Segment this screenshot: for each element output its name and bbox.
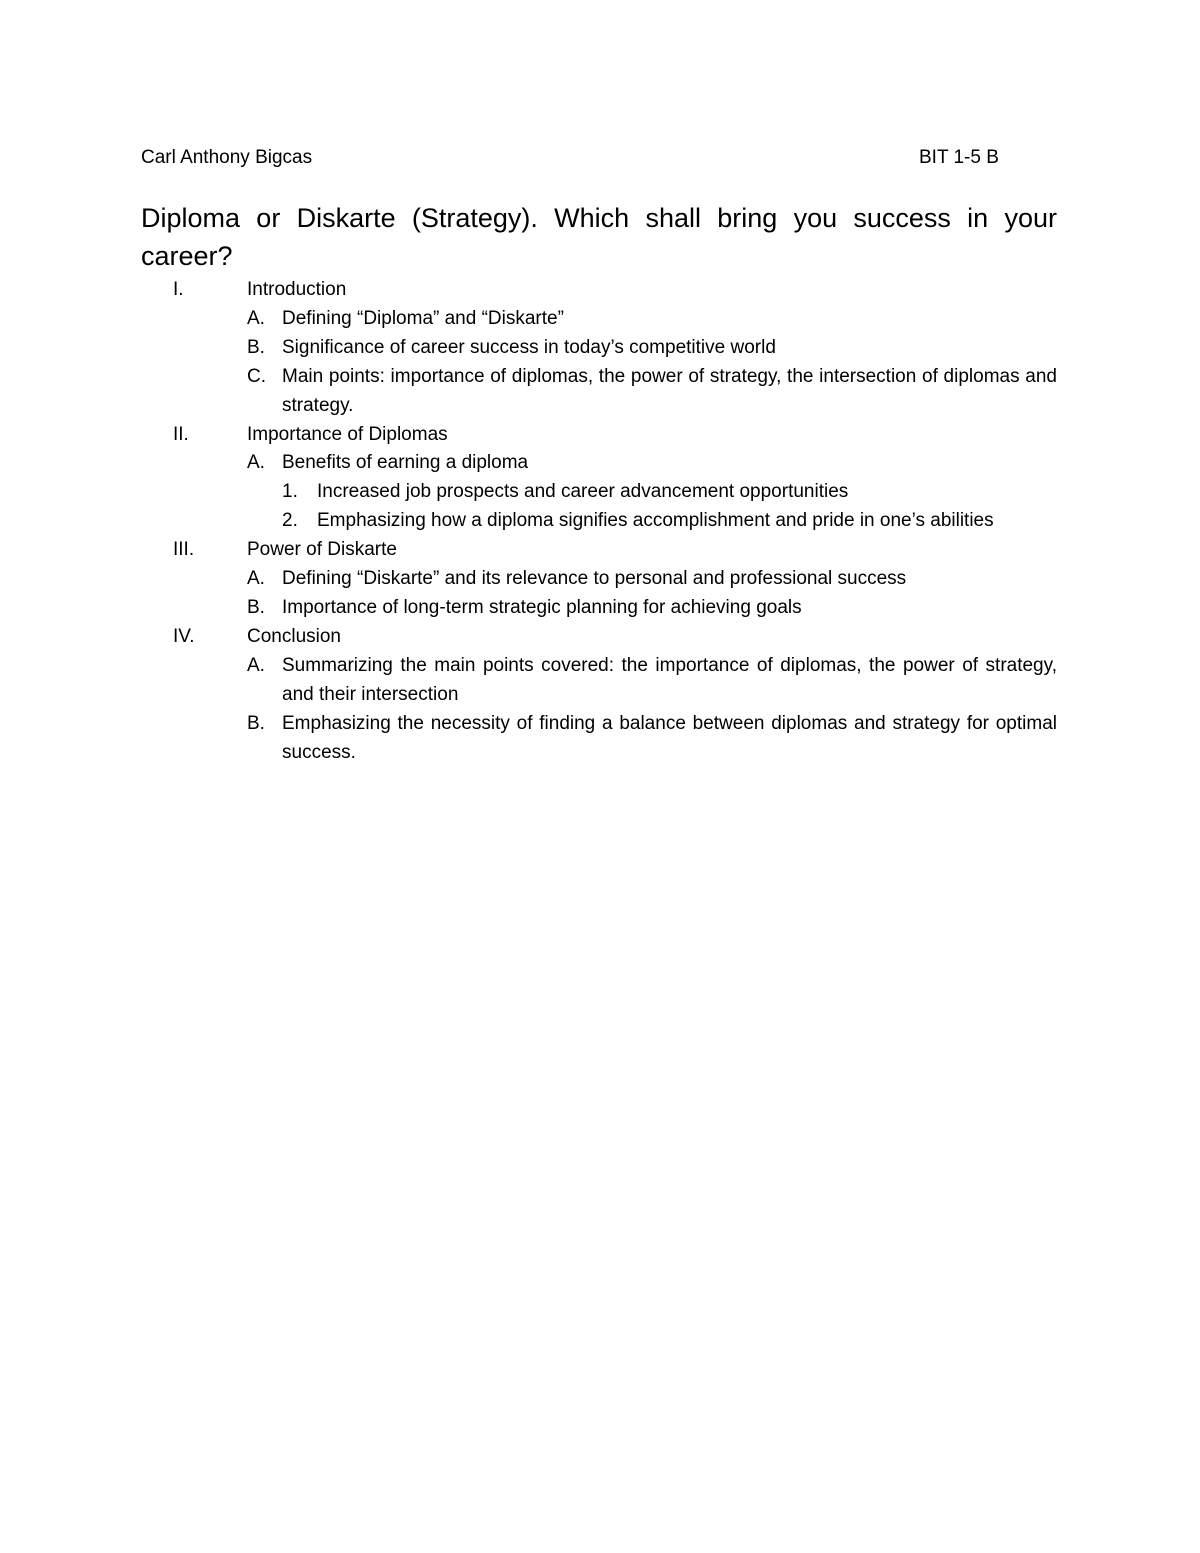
outline-item (141, 305, 1057, 334)
outline-text: Emphasizing how a diploma signifies accomplishment and pride in one’s abilities (317, 510, 994, 532)
outline-text: Emphasizing the necessity of finding a balance between diplomas and strategy for optimal success. (282, 712, 1057, 763)
outline-heading: Introduction (247, 279, 347, 300)
outline-section-power-of-diskarte (141, 536, 1057, 565)
outline-item (141, 334, 1057, 363)
outline-text: Benefits of earning a diploma (282, 452, 529, 474)
outline-marker: A. (247, 654, 265, 676)
author-name: Carl Anthony Bigcas (141, 147, 313, 168)
outline-item (141, 565, 1057, 594)
outline-text: Defining “Diploma” and “Diskarte” (282, 307, 564, 329)
outline-marker: II. (173, 423, 189, 445)
outline-text: Increased job prospects and career advancement opportunities (317, 481, 849, 503)
document-header (141, 145, 1011, 171)
outline-text: Defining “Diskarte” and its relevance to personal and professional success (282, 568, 907, 590)
outline-marker: C. (247, 365, 266, 387)
outline-heading: Importance of Diplomas (247, 423, 448, 445)
outline-marker: A. (247, 452, 265, 474)
outline-marker: B. (247, 336, 265, 358)
outline-section-conclusion (141, 623, 1057, 652)
outline-text: Summarizing the main points covered: the importance of diplomas, the power of strategy, and their intersection (282, 654, 1057, 705)
outline-item (141, 652, 1057, 710)
class-section: BIT 1-5 B (919, 147, 999, 168)
outline-marker: IV. (173, 625, 195, 647)
outline-text: Importance of long-term strategic planning for achieving goals (282, 596, 802, 618)
outline-section-introduction (141, 276, 1057, 305)
outline-marker: A. (247, 568, 265, 590)
outline-heading: Power of Diskarte (247, 539, 397, 561)
document-title: Diploma or Diskarte (Strategy). Which shall bring you success in your career? (141, 203, 1057, 271)
outline-marker: B. (247, 596, 265, 618)
outline-heading: Conclusion (247, 625, 341, 647)
outline-marker: B. (247, 712, 265, 734)
outline-marker: 1. (282, 481, 298, 503)
outline-item (141, 594, 1057, 623)
outline-text: Main points: importance of diplomas, the power of strategy, the intersection of diplomas and strategy. (282, 365, 1057, 416)
outline-subitem (141, 478, 1057, 507)
outline-item (141, 710, 1057, 768)
outline-marker: I. (173, 279, 184, 300)
outline-subitem (141, 507, 1057, 536)
outline-marker: III. (173, 539, 195, 561)
outline-marker: 2. (282, 510, 298, 532)
outline (141, 276, 1057, 767)
outline-text: Significance of career success in today’s competitive world (282, 336, 776, 358)
outline-item (141, 363, 1057, 421)
outline-marker: A. (247, 307, 265, 329)
outline-section-importance-of-diplomas (141, 421, 1057, 450)
outline-item (141, 449, 1057, 478)
